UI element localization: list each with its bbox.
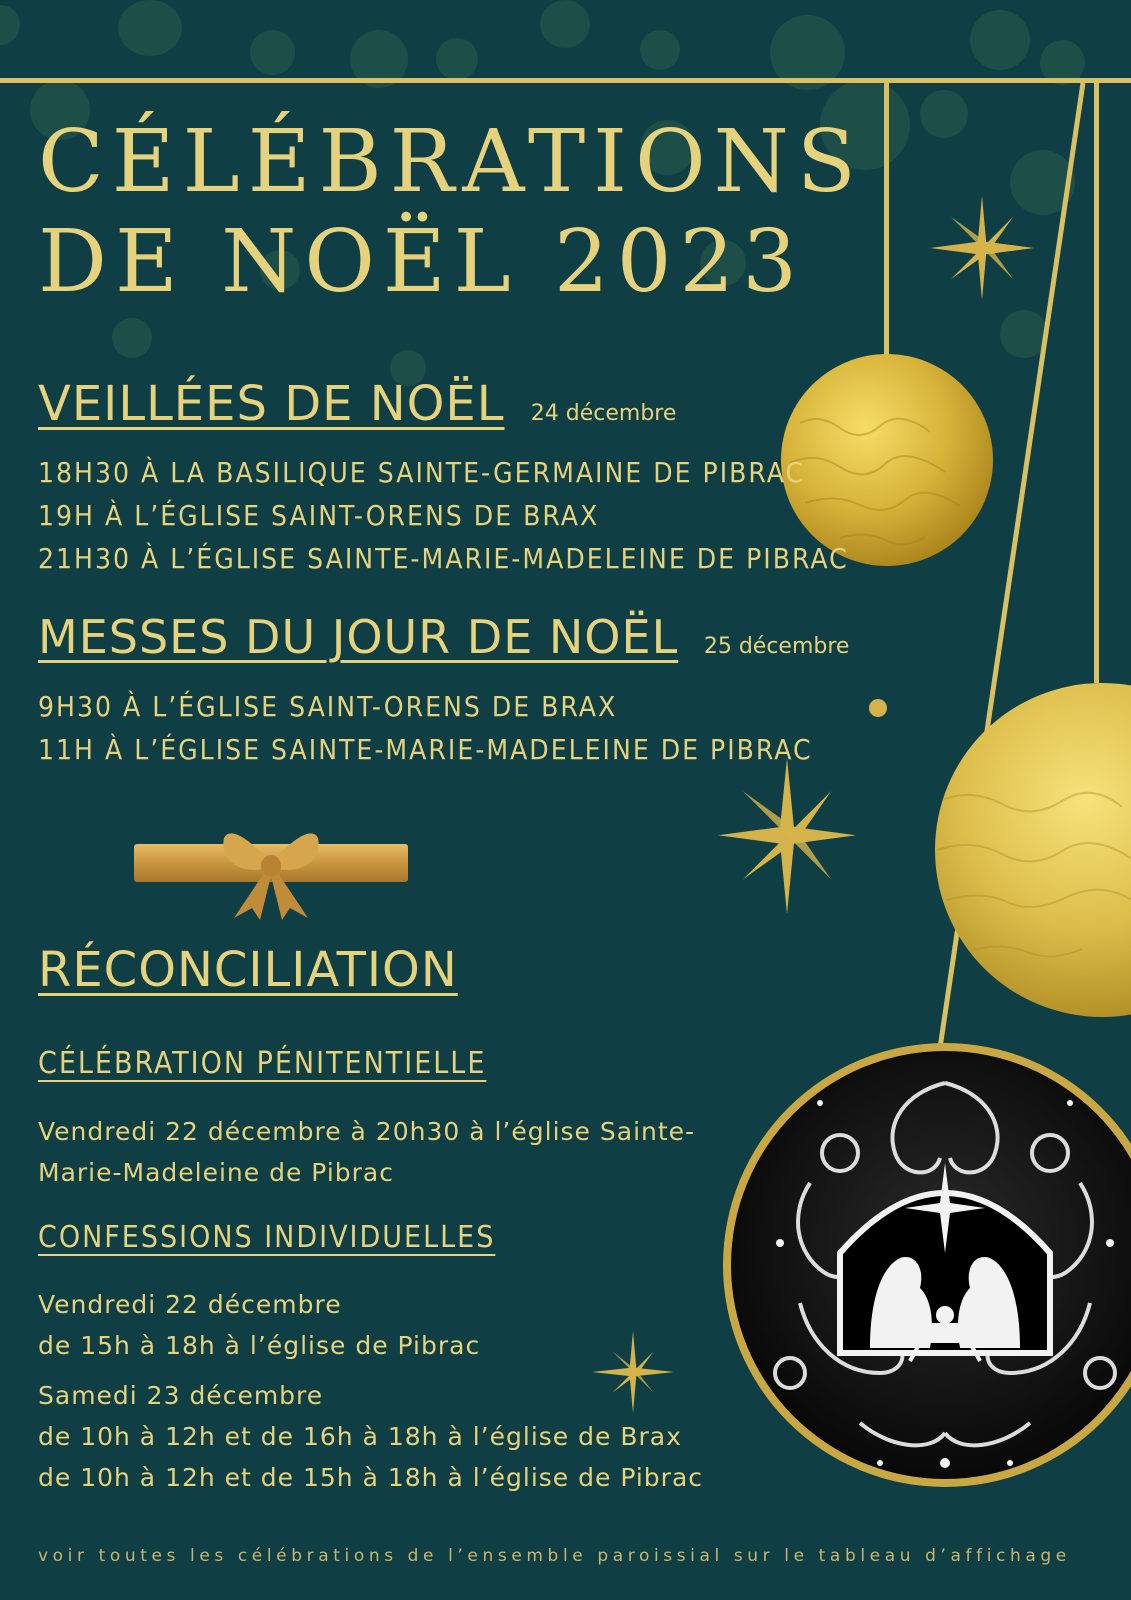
title-line-1: CÉLÉBRATIONS	[38, 112, 864, 212]
penitentielle-details	[38, 1111, 695, 1193]
list-item: 21H30 À L’ÉGLISE SAINTE-MARIE-MADELEINE DE PIBRAC	[38, 542, 849, 575]
list-item: 9H30 À L’ÉGLISE SAINT-ORENS DE BRAX	[38, 690, 618, 723]
text-line: Vendredi 22 décembre	[38, 1290, 342, 1319]
star-icon	[718, 758, 856, 914]
text-line: de 10h à 12h et de 15h à 18h à l’église de Pibrac	[38, 1463, 704, 1492]
messes-heading-text: MESSES DU JOUR DE NOËL	[38, 610, 679, 664]
confessions-friday	[38, 1284, 480, 1366]
veillees-list	[38, 451, 849, 580]
gold-bauble-icon	[932, 680, 1131, 1020]
messes-list	[38, 685, 813, 771]
page-title	[38, 112, 864, 312]
nativity-bauble-icon	[720, 1043, 1131, 1493]
messes-heading	[38, 610, 849, 664]
reconciliation-heading-text: RÉCONCILIATION	[38, 942, 458, 998]
messes-date: 25 décembre	[703, 634, 850, 659]
text-line: Marie-Madeleine de Pibrac	[38, 1158, 394, 1187]
ribbon-bow-icon	[134, 828, 408, 920]
penitentielle-heading: CÉLÉBRATION PÉNITENTIELLE	[38, 1046, 487, 1081]
text-line: Vendredi 22 décembre à 20h30 à l’église Sainte-	[38, 1117, 696, 1146]
star-icon	[930, 196, 1034, 300]
veillees-heading-text: VEILLÉES DE NOËL	[38, 376, 505, 432]
list-item: 18H30 À LA BASILIQUE SAINTE-GERMAINE DE PIBRAC	[38, 456, 806, 489]
reconciliation-heading	[38, 942, 458, 998]
list-item: 11H À L’ÉGLISE SAINTE-MARIE-MADELEINE DE PIBRAC	[38, 733, 813, 766]
text-line: Samedi 23 décembre	[38, 1381, 324, 1410]
text-line: de 15h à 18h à l’église de Pibrac	[38, 1331, 481, 1360]
footer-note: voir toutes les célébrations de l’ensemble paroissial sur le tableau d’affichage	[38, 1546, 1071, 1566]
gold-dot-icon	[868, 698, 888, 718]
veillees-date: 24 décembre	[530, 401, 677, 426]
confessions-saturday	[38, 1375, 703, 1498]
confessions-heading: CONFESSIONS INDIVIDUELLES	[38, 1220, 496, 1255]
text-line: de 10h à 12h et de 16h à 18h à l’église de Brax	[38, 1422, 682, 1451]
list-item: 19H À L’ÉGLISE SAINT-ORENS DE BRAX	[38, 499, 600, 532]
title-line-2: DE NOËL 2023	[38, 212, 805, 312]
veillees-heading	[38, 376, 676, 432]
